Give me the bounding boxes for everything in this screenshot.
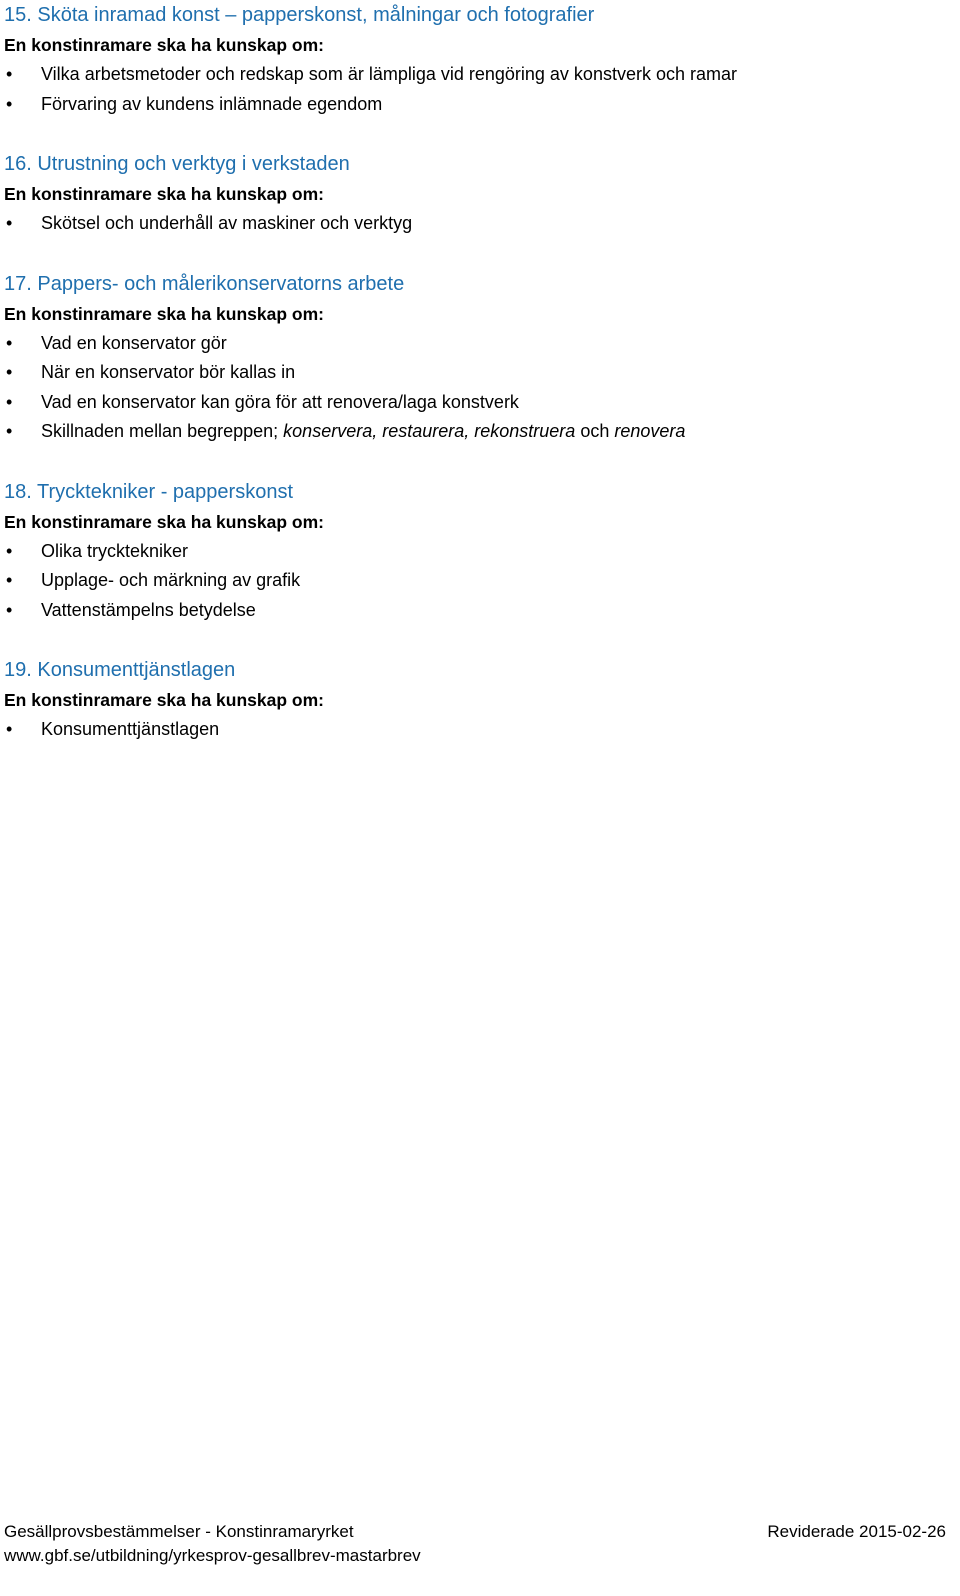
section-title: 18. Trycktekniker - papperskonst [4,480,294,503]
list-item [4,90,956,120]
list-item-text: Konsumenttjänstlagen [41,719,220,739]
section-16 [4,149,956,239]
list-item [4,388,956,418]
document-page [4,0,956,745]
list-item-text: Vilka arbetsmetoder och redskap som är lämpliga vid rengöring av konstverk och ramar [41,64,737,84]
section-17 [4,269,956,447]
bullet-icon: • [6,540,13,561]
section-subtitle: En konstinramare ska ha kunskap om: [4,303,324,324]
section-title: 15. Sköta inramad konst – papperskonst, målningar och fotografier [4,4,595,26]
bullet-icon: • [6,391,13,412]
list-item [4,60,956,90]
list-item [4,358,956,388]
list-item-text: Skötsel och underhåll av maskiner och verktyg [41,213,413,233]
section-18 [4,477,956,626]
bullet-icon: • [6,421,13,441]
section-subtitle: En konstinramare ska ha kunskap om: [4,511,324,532]
rich-item-joiner: och [575,421,615,441]
bullet-icon: • [6,719,13,739]
bullet-list [4,329,956,447]
list-item [4,417,956,447]
page-footer [4,1520,946,1568]
section-19 [4,655,956,745]
list-item [4,596,956,626]
rich-item-term: renovera [614,421,686,441]
list-item-text: Upplage- och märkning av grafik [41,570,301,590]
bullet-icon: • [6,64,13,84]
rich-item-prefix: Skillnaden mellan begreppen; [41,421,284,441]
list-item-text: Förvaring av kundens inlämnade egendom [41,93,383,114]
footer-document-title: Gesällprovsbestämmelser - Konstinramaryrket [4,1522,354,1541]
bullet-icon: • [6,332,13,353]
list-item [4,537,956,567]
footer-row [4,1520,946,1544]
footer-revision-date: Reviderade 2015-02-26 [767,1522,946,1541]
list-item [4,566,956,596]
list-item [4,209,956,239]
section-title: 17. Pappers- och målerikonservatorns arbete [4,272,405,295]
rich-item-term: konservera, restaurera, rekonstruera [283,421,576,441]
section-subtitle: En konstinramare ska ha kunskap om: [4,35,324,55]
list-item-text: Olika trycktekniker [41,540,189,561]
bullet-list [4,715,956,745]
bullet-list [4,537,956,626]
list-item-text: Vad en konservator gör [41,332,227,353]
list-item-text: Vad en konservator kan göra för att renovera/laga konstverk [41,391,519,412]
bullet-icon: • [6,213,13,233]
list-item-text: När en konservator bör kallas in [41,362,296,382]
bullet-icon: • [6,599,13,620]
section-title: 19. Konsumenttjänstlagen [4,659,236,681]
bullet-icon: • [6,362,13,382]
bullet-icon: • [6,93,13,114]
section-15 [4,0,956,119]
list-item [4,715,956,745]
bullet-list [4,60,956,119]
section-subtitle: En konstinramare ska ha kunskap om: [4,690,324,710]
section-subtitle: En konstinramare ska ha kunskap om: [4,184,324,204]
list-item [4,329,956,359]
section-title: 16. Utrustning och verktyg i verkstaden [4,153,350,175]
footer-url-link[interactable]: www.gbf.se/utbildning/yrkesprov-gesallbrev-mastarbrev [4,1546,421,1565]
list-item-text: Vattenstämpelns betydelse [41,599,256,620]
bullet-icon: • [6,570,13,590]
bullet-list [4,209,956,239]
